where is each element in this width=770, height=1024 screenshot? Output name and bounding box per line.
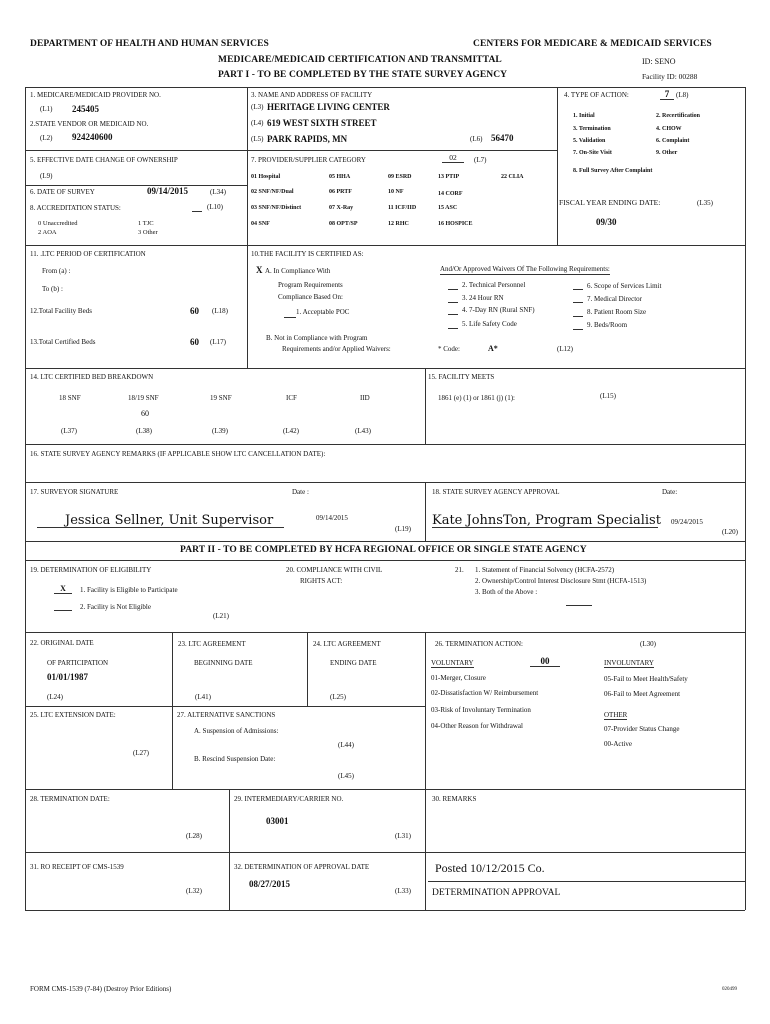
category-option: 10 NF: [388, 189, 404, 195]
remarks-30-label: 30. REMARKS: [432, 795, 477, 803]
compliance-a-line2: Program Requirements: [278, 281, 343, 289]
extension-date-label: 25. LTC EXTENSION DATE:: [30, 711, 116, 719]
l43-code: (L43): [355, 427, 371, 435]
surveyor-signature: Jessica Sellner, Unit Supervisor: [37, 514, 284, 528]
voluntary-option: 02-Dissatisfaction W/ Reimbursement: [431, 689, 539, 697]
waiver-field: [573, 329, 583, 330]
accreditation-option: 1 TJC: [138, 220, 154, 227]
total-beds-value: 60: [190, 306, 199, 316]
form-title: MEDICARE/MEDICAID CERTIFICATION AND TRANSMITTAL: [218, 55, 502, 65]
l15-code: (L15): [600, 392, 616, 400]
rule: [25, 150, 557, 151]
dept-heading: DEPARTMENT OF HEALTH AND HUMAN SERVICES: [30, 39, 269, 49]
icf-label: ICF: [286, 394, 297, 402]
surveyor-date: 09/14/2015: [316, 514, 348, 522]
accreditation-option: 2 AOA: [38, 229, 57, 236]
rule: [745, 87, 746, 910]
involuntary-option: 05-Fail to Meet Health/Safety: [604, 675, 688, 683]
eligibility-option-1: 1. Facility is Eligible to Participate: [80, 586, 178, 594]
l9-code: (L9): [40, 172, 53, 180]
action-option: 5. Validation: [573, 138, 606, 144]
id-label: ID: SENO: [642, 57, 676, 66]
waiver-field: [573, 289, 583, 290]
category-option: 13 PTIP: [438, 174, 460, 180]
provider-category-label: 7. PROVIDER/SUPPLIER CATEGORY: [251, 156, 366, 164]
facility-meets-text: 1861 (e) (1) or 1861 (j) (1):: [438, 394, 515, 402]
item-21-option: 2. Ownership/Control Interest Disclosure Stmt (HCFA-1513): [475, 577, 647, 585]
rule: [557, 87, 558, 245]
category-option: 04 SNF: [251, 221, 270, 227]
ltc-begin-sub: BEGINNING DATE: [194, 659, 253, 667]
fiscal-year-value: 09/30: [596, 217, 617, 227]
l10-code: (L10): [207, 203, 223, 211]
form-code: 020499: [722, 987, 737, 992]
compliance-a-label: A. In Compliance With: [265, 267, 331, 275]
waiver-field: [448, 314, 458, 315]
eligibility-mark: X: [54, 585, 72, 594]
item-21-label: 21.: [455, 566, 464, 574]
ltc-to-label: To (b) :: [42, 285, 63, 293]
snf1819-label: 18/19 SNF: [128, 394, 159, 402]
ltc-period-label: 11. .LTC PERIOD OF CERTIFICATION: [30, 250, 146, 258]
part1-heading: PART I - TO BE COMPLETED BY THE STATE SURVEY AGENCY: [218, 70, 508, 80]
civil-rights-label: 20. COMPLIANCE WITH CIVIL: [286, 566, 383, 574]
action-option: 4. CHOW: [656, 126, 682, 132]
ownership-change-label: 5. EFFECTIVE DATE CHANGE OF OWNERSHIP: [30, 156, 178, 164]
facility-city-value: PARK RAPIDS, MN: [267, 134, 348, 144]
provider-no-label: 1. MEDICARE/MEDICAID PROVIDER NO.: [30, 91, 161, 99]
waivers-heading: And/Or Approved Waivers Of The Following Requirements:: [440, 265, 610, 273]
certified-as-label: 10.THE FACILITY IS CERTIFIED AS:: [251, 250, 364, 258]
rescind-label: B. Rescind Suspension Date:: [194, 755, 276, 763]
waiver-option: 5. Life Safety Code: [462, 320, 517, 328]
iid-label: IID: [360, 394, 370, 402]
rule: [25, 87, 745, 88]
certified-beds-label: 13.Total Certified Beds: [30, 338, 96, 346]
ltc-from-label: From (a) :: [42, 267, 71, 275]
category-option: 09 ESRD: [388, 174, 412, 180]
compliance-mark: X: [256, 265, 263, 275]
rule: [247, 87, 248, 245]
item-21-option: 3. Both of the Above :: [475, 588, 538, 596]
survey-date-value: 09/14/2015: [147, 186, 189, 196]
category-option: 11 ICF/IID: [388, 205, 417, 211]
form-number: FORM CMS-1539 (7-84) (Destroy Prior Editions): [30, 985, 172, 993]
approval-date-value: 08/27/2015: [249, 879, 291, 889]
facility-name-value: HERITAGE LIVING CENTER: [267, 102, 390, 112]
category-option: 06 PRTF: [329, 189, 352, 195]
rule: [25, 482, 745, 483]
termination-date-label: 28. TERMINATION DATE:: [30, 795, 110, 803]
rule: [428, 881, 745, 882]
rule: [425, 482, 426, 541]
rule: [25, 706, 425, 707]
rule: [25, 368, 745, 369]
l41-code: (L41): [195, 693, 211, 701]
original-date-sub: OF PARTICIPATION: [47, 659, 109, 667]
waiver-option: 4. 7-Day RN (Rural SNF): [462, 306, 535, 314]
category-option: 01 Hospital: [251, 174, 281, 180]
l18-code: (L18): [212, 307, 228, 315]
waiver-field: [448, 302, 458, 303]
other-heading: OTHER: [604, 711, 628, 719]
category-option: 08 OPT/SP: [329, 221, 358, 227]
category-option: 03 SNF/NF/Distinct: [251, 205, 302, 211]
rule: [172, 706, 173, 789]
ltc-begin-label: 23. LTC AGREEMENT: [178, 640, 246, 648]
civil-rights-label-2: RIGHTS ACT:: [300, 577, 343, 585]
vendor-no-label: 2.STATE VENDOR OR MEDICAID NO.: [30, 120, 149, 128]
ltc-end-label: 24. LTC AGREEMENT: [313, 640, 381, 648]
l33-code: (L33): [395, 887, 411, 895]
rule: [25, 87, 26, 910]
involuntary-option: 06-Fail to Meet Agreement: [604, 690, 681, 698]
intermediary-label: 29. INTERMEDIARY/CARRIER NO.: [234, 795, 344, 803]
rule: [425, 632, 426, 910]
l12-code: (L12): [557, 345, 573, 353]
waiver-field: [448, 289, 458, 290]
facility-name-label: 3. NAME AND ADDRESS OF FACILITY: [251, 91, 373, 99]
noncompliance-b-line2: Requirements and/or Applied Waivers:: [282, 345, 391, 353]
action-option: 7. On-Site Visit: [573, 150, 612, 156]
remarks-16-label: 16. STATE SURVEY AGENCY REMARKS (IF APPLICABLE SHOW LTC CANCELLATION DATE):: [30, 450, 326, 458]
l39-code: (L39): [212, 427, 228, 435]
voluntary-option: 04-Other Reason for Withdrawal: [431, 722, 523, 730]
l32-code: (L32): [186, 887, 202, 895]
rule: [25, 632, 745, 633]
l8-code: (L8): [676, 91, 689, 99]
rule: [172, 632, 173, 706]
surveyor-signature-label: 17. SURVEYOR SIGNATURE: [30, 488, 119, 496]
survey-date-label: 6. DATE OF SURVEY: [30, 188, 95, 196]
category-option: 12 RHC: [388, 221, 409, 227]
l24-code: (L24): [47, 693, 63, 701]
l17-code: (L17): [210, 338, 226, 346]
ltc-end-sub: ENDING DATE: [330, 659, 377, 667]
accreditation-field: [192, 203, 202, 212]
category-option: 16 HOSPICE: [438, 221, 473, 227]
determination-approval: DETERMINATION APPROVAL: [432, 888, 561, 898]
waiver-option: 9. Beds/Room: [587, 321, 628, 329]
original-date-label: 22. ORIGINAL DATE: [30, 639, 94, 647]
rule: [25, 789, 745, 790]
action-option: 1. Initial: [573, 113, 595, 119]
rule: [25, 560, 745, 561]
fiscal-year-label: FISCAL YEAR ENDING DATE:: [559, 198, 661, 207]
l30-code: (L30): [640, 640, 656, 648]
waiver-field: [573, 302, 583, 303]
code-value: A*: [488, 344, 498, 353]
l42-code: (L42): [283, 427, 299, 435]
code-label: * Code:: [438, 345, 460, 353]
waiver-field: [448, 328, 458, 329]
l3-code: (L3): [251, 103, 264, 111]
waiver-option: 8. Patient Room Size: [587, 308, 647, 316]
bed-breakdown-label: 14. LTC CERTIFIED BED BREAKDOWN: [30, 373, 154, 381]
waiver-option: 6. Scope of Services Limit: [587, 282, 662, 290]
termination-value: 00: [530, 657, 560, 667]
original-date-value: 01/01/1987: [47, 672, 89, 682]
agency-date: 09/24/2015: [671, 518, 703, 526]
action-option: 6. Complaint: [656, 138, 690, 144]
rule: [25, 185, 247, 186]
category-option: 02 SNF/NF/Dual: [251, 189, 294, 195]
l7-code: (L7): [474, 156, 487, 164]
action-option: 2. Recertification: [656, 113, 700, 119]
accreditation-label: 8. ACCREDITATION STATUS:: [30, 204, 121, 212]
provider-no-value: 245405: [72, 104, 99, 114]
facility-zip-value: 56470: [491, 133, 514, 143]
l5-code: (L5): [251, 135, 264, 143]
action-option: 9. Other: [656, 150, 678, 156]
eligibility-field: [54, 606, 72, 611]
l31-code: (L31): [395, 832, 411, 840]
part2-heading: PART II - TO BE COMPLETED BY HCFA REGIONAL OFFICE OR SINGLE STATE AGENCY: [180, 545, 587, 555]
posted-stamp: Posted 10/12/2015 Co.: [435, 861, 545, 875]
waiver-option: 7. Medical Director: [587, 295, 643, 303]
waiver-option: 2. Technical Personnel: [462, 281, 526, 289]
provider-category-value: 02: [442, 154, 464, 163]
l34-code: (L34): [210, 188, 226, 196]
l2-code: (L2): [40, 134, 53, 142]
suspension-label: A. Suspension of Admissions:: [194, 727, 279, 735]
voluntary-option: 01-Merger, Closure: [431, 674, 486, 682]
facility-meets-label: 15. FACILITY MEETS: [428, 373, 495, 381]
rule: [25, 910, 745, 911]
agency-signature: Kate JohnsTon, Program Specialist: [432, 513, 661, 528]
ro-receipt-label: 31. RO RECEIPT OF CMS-1539: [30, 863, 124, 871]
action-option: 8. Full Survey After Complaint: [573, 168, 653, 174]
snf18-label: 18 SNF: [59, 394, 81, 402]
l28-code: (L28): [186, 832, 202, 840]
l45-code: (L45): [338, 772, 354, 780]
accreditation-option: 3 Other: [138, 229, 158, 236]
other-option: 00-Active: [604, 740, 632, 748]
waiver-option: 3. 24 Hour RN: [462, 294, 504, 302]
category-option: 07 X-Ray: [329, 205, 354, 211]
rule: [25, 541, 745, 542]
certified-beds-value: 60: [190, 337, 199, 347]
category-option: 14 CORF: [438, 191, 463, 197]
snf19-label: 19 SNF: [210, 394, 232, 402]
l19-code: (L19): [395, 525, 411, 533]
l27-code: (L27): [133, 749, 149, 757]
cms-heading: CENTERS FOR MEDICARE & MEDICAID SERVICES: [473, 39, 712, 49]
l6-code: (L6): [470, 135, 483, 143]
item-21-field: [566, 605, 592, 606]
eligibility-label: 19. DETERMINATION OF ELIGIBILITY: [30, 566, 152, 574]
noncompliance-b-label: B. Not in Compliance with Program: [266, 334, 368, 342]
approval-date-label: 32. DETERMINATION OF APPROVAL DATE: [234, 863, 370, 871]
acceptable-poc-label: 1. Acceptable POC: [296, 308, 350, 316]
rule: [229, 789, 230, 910]
termination-action-label: 26. TERMINATION ACTION:: [435, 640, 523, 648]
category-option: 15 ASC: [438, 205, 458, 211]
l37-code: (L37): [61, 427, 77, 435]
facility-street-value: 619 WEST SIXTH STREET: [267, 118, 377, 128]
category-option: 05 HHA: [329, 174, 351, 180]
total-beds-label: 12.Total Facility Beds: [30, 307, 92, 315]
sanctions-label: 27. ALTERNATIVE SANCTIONS: [177, 711, 276, 719]
l20-code: (L20): [722, 528, 738, 536]
intermediary-value: 03001: [266, 816, 289, 826]
rule: [247, 245, 248, 368]
l4-code: (L4): [251, 119, 264, 127]
surveyor-date-label: Date :: [292, 488, 309, 496]
l44-code: (L44): [338, 741, 354, 749]
agency-approval-label: 18. STATE SURVEY AGENCY APPROVAL: [432, 488, 560, 496]
l1-code: (L1): [40, 105, 53, 113]
eligibility-option-2: 2. Facility is Not Eligible: [80, 603, 151, 611]
other-option: 07-Provider Status Change: [604, 725, 680, 733]
type-of-action-label: 4. TYPE OF ACTION:: [564, 91, 629, 99]
compliance-a-line3: Compliance Based On:: [278, 293, 343, 301]
l38-code: (L38): [136, 427, 152, 435]
rule: [307, 632, 308, 706]
accreditation-option: 0 Unaccredited: [38, 220, 78, 227]
type-of-action-value: 7: [660, 90, 674, 100]
voluntary-heading: VOLUNTARY: [431, 659, 474, 667]
voluntary-option: 03-Risk of Involuntary Termination: [431, 706, 531, 714]
rule: [25, 245, 745, 246]
action-option: 3. Termination: [573, 126, 611, 132]
rule: [25, 444, 745, 445]
snf1819-value: 60: [141, 409, 149, 418]
poc-field: [284, 310, 296, 318]
category-option: 22 CLIA: [501, 174, 524, 180]
l21-code: (L21): [213, 612, 229, 620]
facility-id: Facility ID: 00288: [642, 72, 698, 81]
rule: [25, 852, 745, 853]
waiver-field: [573, 316, 583, 317]
l25-code: (L25): [330, 693, 346, 701]
involuntary-heading: INVOLUNTARY: [604, 659, 654, 667]
rule: [425, 368, 426, 444]
agency-date-label: Date:: [662, 488, 678, 496]
item-21-option: 1. Statement of Financial Solvency (HCFA-2572): [475, 566, 615, 574]
l35-code: (L35): [697, 199, 713, 207]
vendor-no-value: 924240600: [72, 132, 113, 142]
